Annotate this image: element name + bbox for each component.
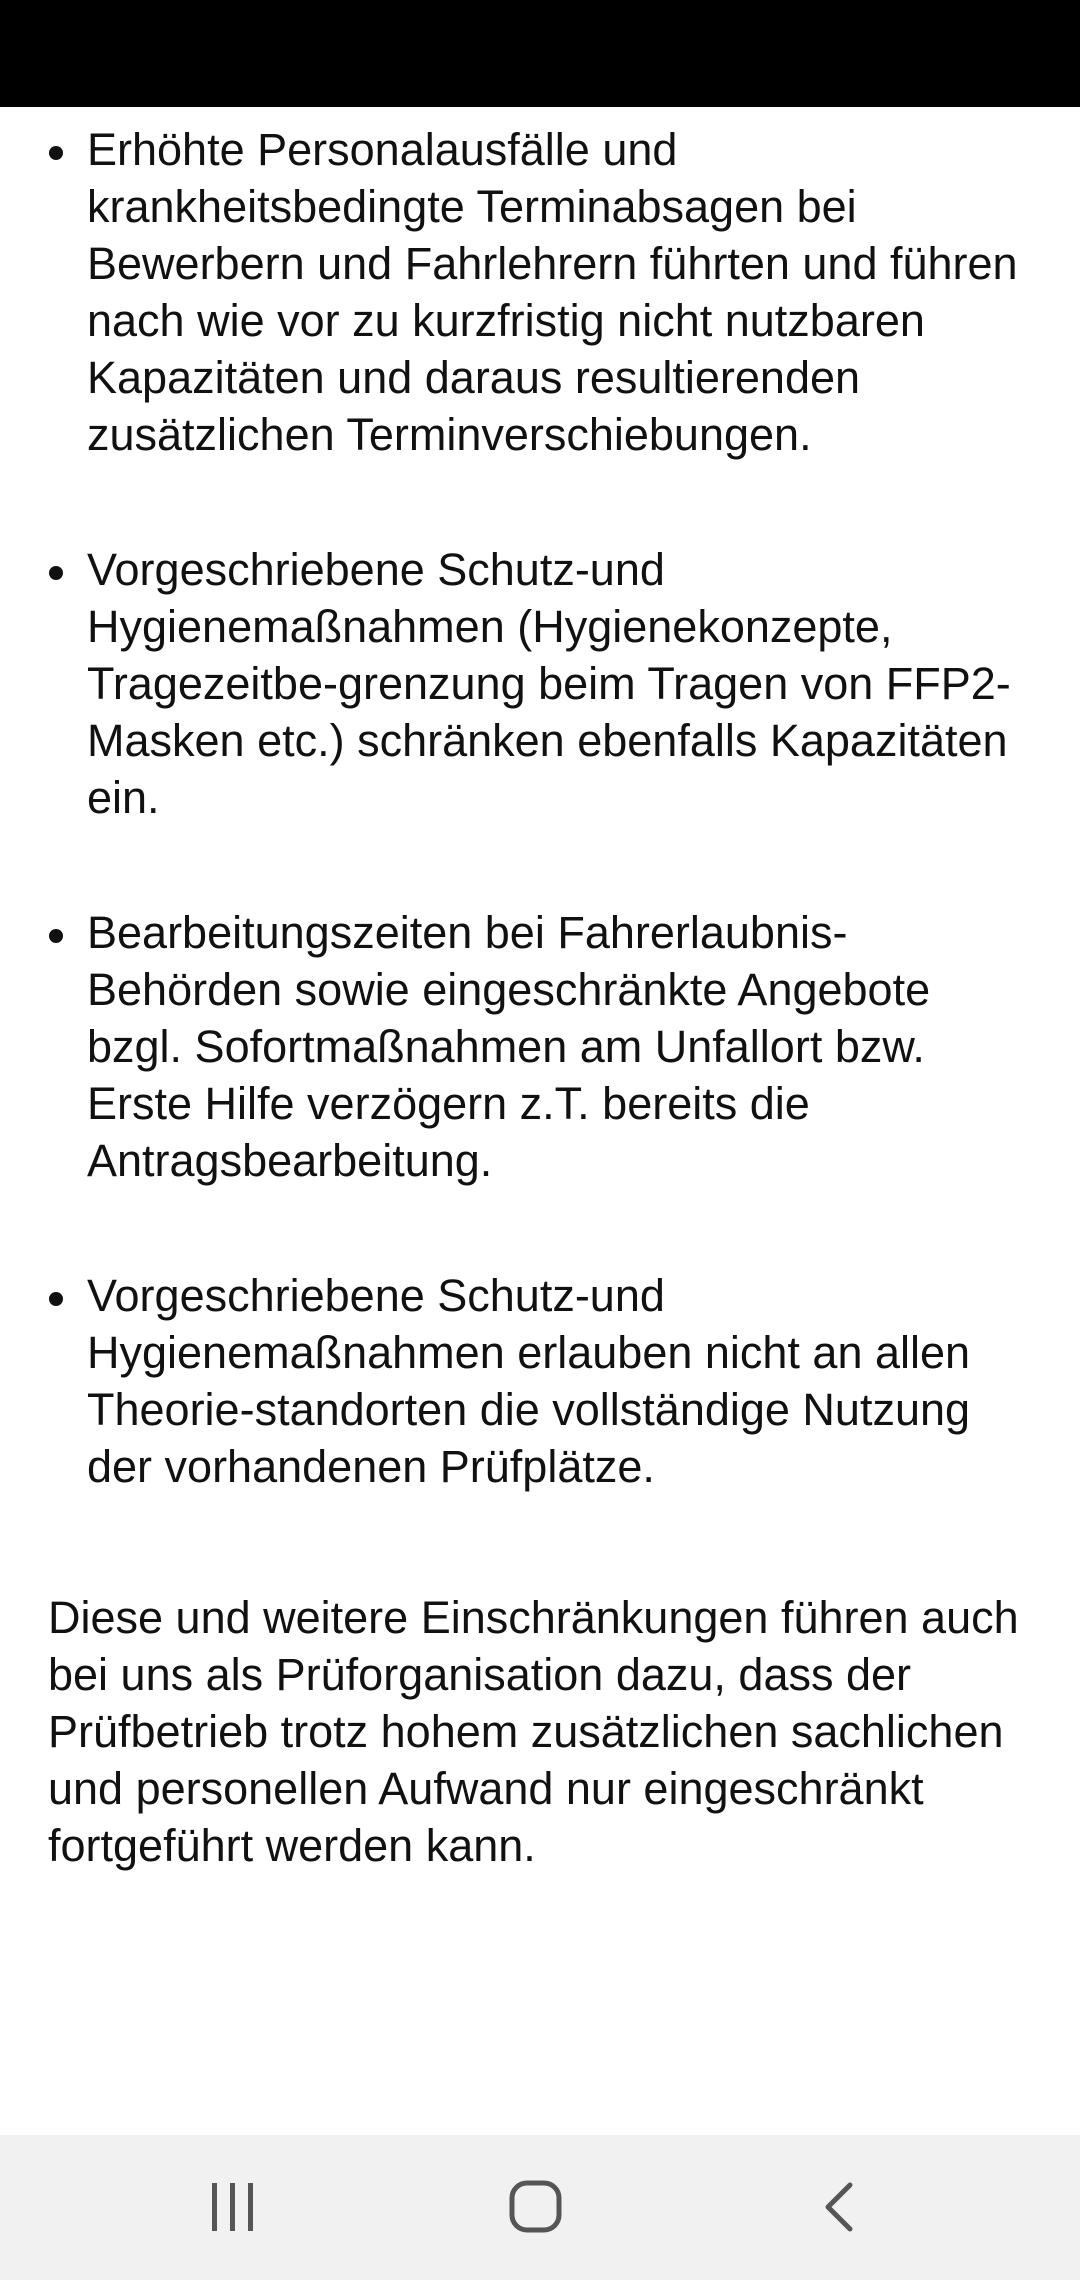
bullet-dot-icon <box>49 929 63 943</box>
list-item <box>87 904 1020 1189</box>
list-item-text: Vorgeschriebene Schutz-und Hygienemaßnahmen erlauben nicht an allen Theorie-standorten die vollständige Nutzung der vorhandenen Prüfplätze. <box>87 1270 971 1492</box>
bullet-list <box>0 121 1080 1495</box>
list-item <box>87 541 1020 826</box>
list-item-text: Erhöhte Personalausfälle und krankheitsbedingte Terminabsagen bei Bewerbern und Fahrlehrern führten und führen nach wie vor zu kurzfristig nicht nutzbaren Kapazitäten und daraus resultierenden zusätzlichen Terminverschiebungen. <box>87 124 1018 460</box>
list-item-text: Vorgeschriebene Schutz-und Hygienemaßnahmen (Hygienekonzepte, Tragezeitbe-grenzung beim Tragen von FFP2-Masken etc.) schränken ebenfalls Kapazitäten ein. <box>87 544 1011 823</box>
recents-icon <box>208 2179 258 2235</box>
list-item <box>87 1267 1020 1495</box>
bullet-dot-icon <box>49 566 63 580</box>
home-button[interactable] <box>486 2167 586 2247</box>
back-icon <box>820 2179 860 2235</box>
summary-paragraph: Diese und weitere Einschränkungen führen auch bei uns als Prüforganisation dazu, dass der Prüfbetrieb trotz hohem zusätzlichen sachlichen und personellen Aufwand nur eingeschränkt fortgeführt werden kann. <box>48 1592 1019 1871</box>
status-bar <box>0 0 1080 107</box>
list-item-text: Bearbeitungszeiten bei Fahrerlaubnis-Behörden sowie eingeschränkte Angebote bzgl. Sofortmaßnahmen am Unfallort bzw. Erste Hilfe verzögern z.T. bereits die Antragsbearbeitung. <box>87 907 931 1186</box>
home-icon <box>508 2179 564 2235</box>
recents-button[interactable] <box>183 2167 283 2247</box>
article-content[interactable] <box>0 107 1080 2135</box>
navigation-bar <box>0 2135 1080 2280</box>
list-item <box>87 121 1020 463</box>
bullet-dot-icon <box>49 146 63 160</box>
bullet-dot-icon <box>49 1292 63 1306</box>
back-button[interactable] <box>790 2167 890 2247</box>
